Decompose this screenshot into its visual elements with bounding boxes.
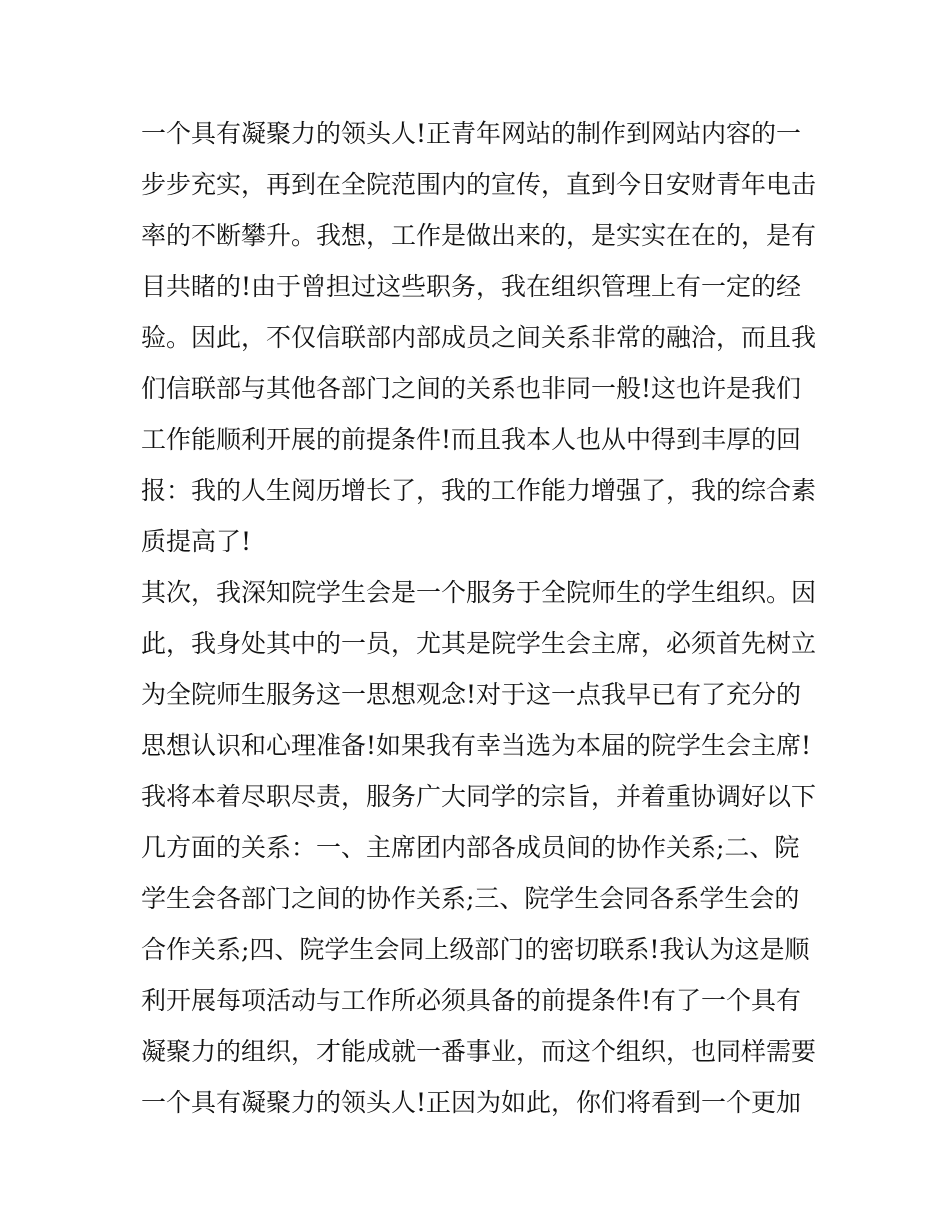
text-line: 一个具有凝聚力的领头人!正青年网站的制作到网站内容的一 — [141, 119, 802, 148]
text-line: 学生会各部门之间的协作关系;三、院学生会同各系学生会的 — [141, 884, 800, 913]
text-line: 工作能顺利开展的前提条件!而且我本人也从中得到丰厚的回 — [141, 425, 802, 454]
text-line: 步步充实，再到在全院范围内的宣传，直到今日安财青年电击 — [141, 170, 817, 199]
text-line: 报：我的人生阅历增长了，我的工作能力增强了，我的综合素 — [141, 476, 817, 505]
text-line: 思想认识和心理准备!如果我有幸当选为本届的院学生会主席! — [141, 731, 812, 760]
text-line: 利开展每项活动与工作所必须具备的前提条件!有了一个具有 — [141, 986, 802, 1015]
text-line: 合作关系;四、院学生会同上级部门的密切联系!我认为这是顺 — [141, 935, 810, 964]
text-line: 为全院师生服务这一思想观念!对于这一点我早已有了充分的 — [141, 680, 802, 709]
text-line: 凝聚力的组织，才能成就一番事业，而这个组织，也同样需要 — [141, 1037, 817, 1066]
text-line: 我将本着尽职尽责，服务广大同学的宗旨，并着重协调好以下 — [141, 782, 817, 811]
text-line: 率的不断攀升。我想，工作是做出来的，是实实在在的，是有 — [141, 221, 817, 250]
text-line: 验。因此，不仅信联部内部成员之间关系非常的融洽，而且我 — [141, 323, 817, 352]
text-line: 们信联部与其他各部门之间的关系也非同一般!这也许是我们 — [141, 374, 802, 403]
body-text — [141, 108, 821, 1128]
text-line: 质提高了! — [141, 527, 252, 556]
text-line: 其次，我深知院学生会是一个服务于全院师生的学生组织。因 — [141, 578, 817, 607]
text-line: 此，我身处其中的一员，尤其是院学生会主席，必须首先树立 — [141, 629, 817, 658]
text-line: 一个具有凝聚力的领头人!正因为如此，你们将看到一个更加 — [141, 1088, 802, 1117]
text-line: 几方面的关系：一、主席团内部各成员间的协作关系;二、院 — [141, 833, 800, 862]
text-line: 目共睹的!由于曾担过这些职务，我在组织管理上有一定的经 — [141, 272, 802, 301]
